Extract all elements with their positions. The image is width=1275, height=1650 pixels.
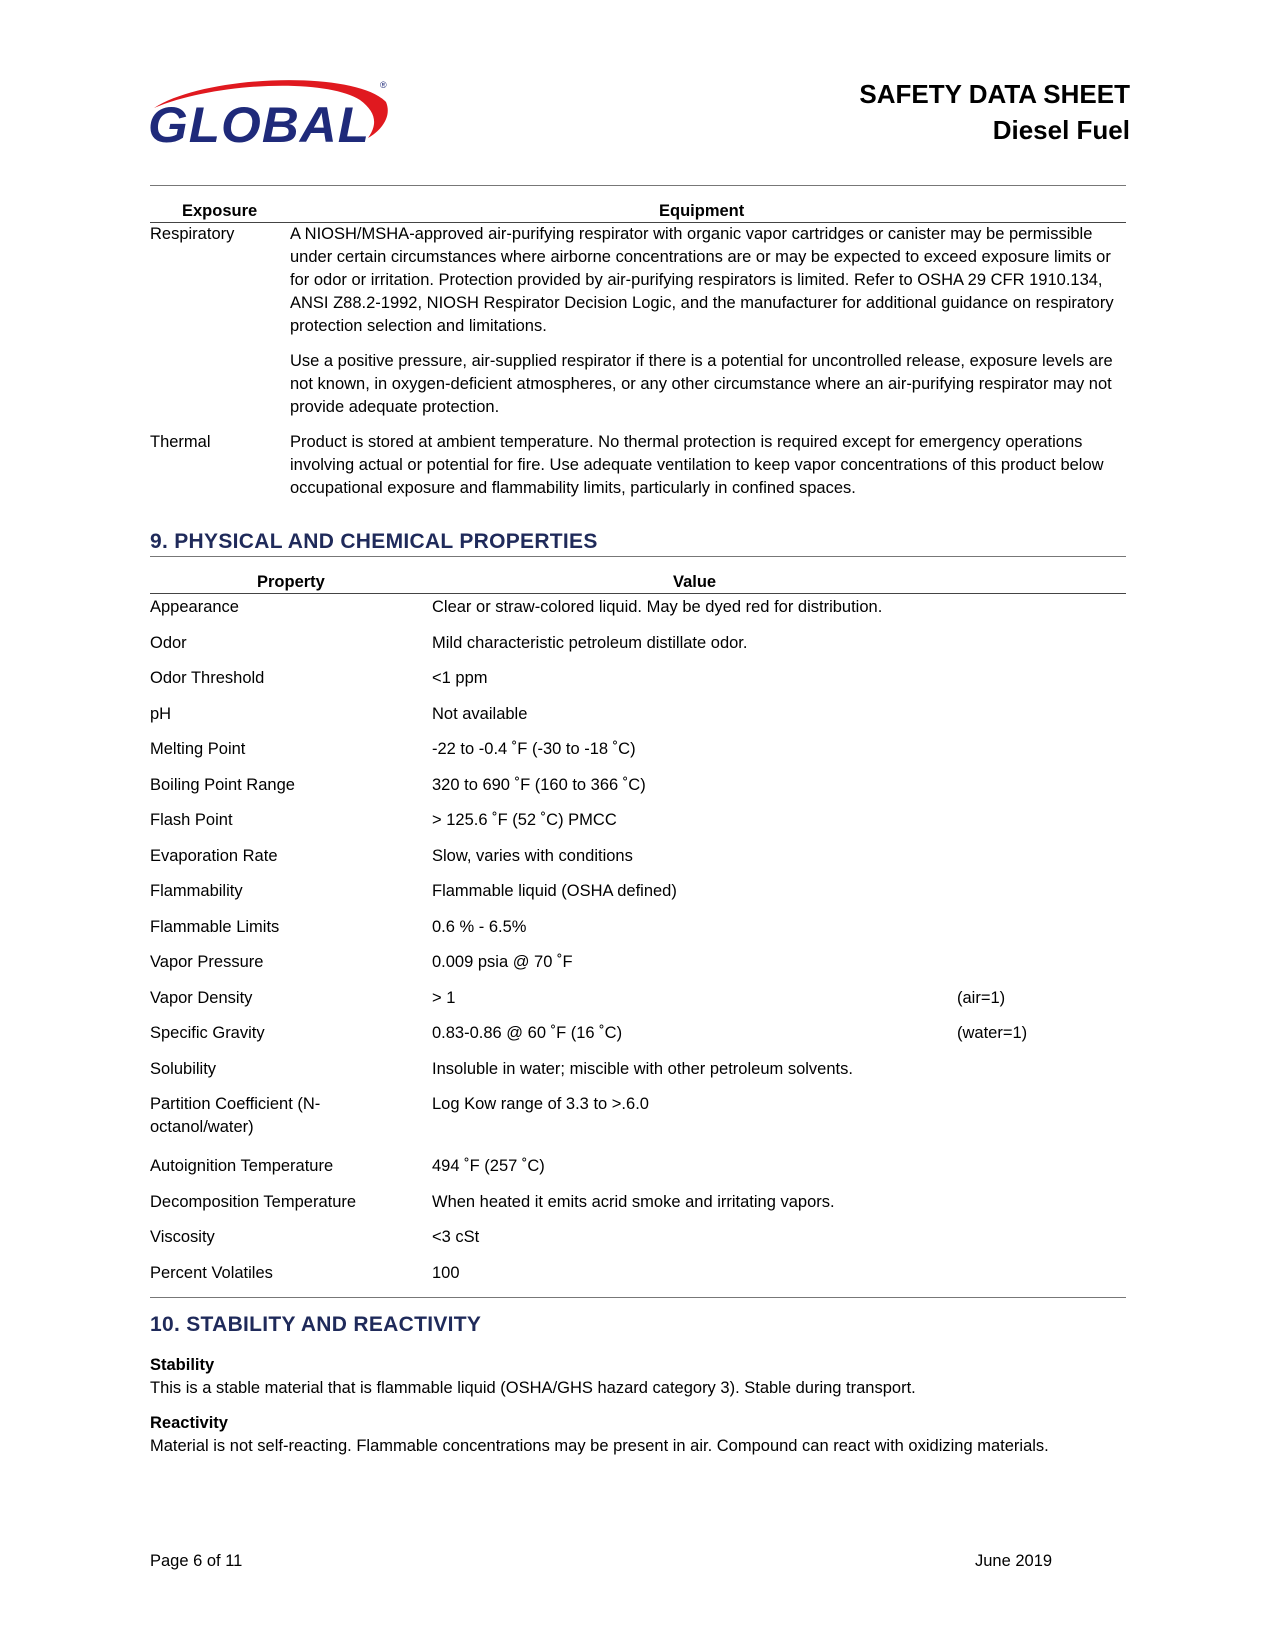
property-row (150, 1058, 1126, 1094)
property-name: Autoignition Temperature (150, 1157, 334, 1175)
property-row (150, 880, 1126, 916)
property-row (150, 632, 1126, 668)
property-name: Evaporation Rate (150, 846, 278, 865)
property-name: Decomposition Temperature (150, 1192, 357, 1211)
section-9-title: 9. PHYSICAL AND CHEMICAL PROPERTIES (150, 530, 598, 553)
property-value: > 1 (432, 988, 456, 1007)
property-row (150, 1226, 1126, 1262)
stability-block (150, 1354, 1126, 1400)
exposure-table-header (150, 200, 1126, 223)
property-row (150, 1155, 1126, 1191)
property-value: <1 ppm (432, 669, 488, 687)
property-name: Flammable Limits (150, 917, 280, 936)
property-value: 0.6 % - 6.5% (432, 917, 527, 936)
property-name: Flash Point (150, 811, 233, 829)
property-value: 100 (432, 1263, 460, 1282)
property-name: Vapor Density (150, 988, 253, 1007)
property-row (150, 809, 1126, 845)
property-row (150, 987, 1126, 1023)
property-value: 0.83-0.86 @ 60 ˚F (16 ˚C) (432, 1024, 623, 1042)
property-name: Percent Volatiles (150, 1263, 273, 1282)
document-subtitle: Diesel Fuel (992, 115, 1130, 145)
stability-heading: Stability (150, 1356, 215, 1374)
property-name: Flammability (150, 882, 243, 900)
section-10-title: 10. STABILITY AND REACTIVITY (150, 1313, 482, 1336)
property-value: Insoluble in water; miscible with other petroleum solvents. (432, 1059, 853, 1078)
property-row (150, 596, 1126, 632)
property-name: Odor Threshold (150, 669, 265, 687)
header-divider (150, 185, 1126, 186)
property-value: -22 to -0.4 ˚F (-30 to -18 ˚C) (432, 740, 636, 758)
exposure-text (290, 223, 1126, 419)
exposure-label: Respiratory (150, 225, 235, 243)
section-9-divider (150, 556, 1126, 557)
property-value: When heated it emits acrid smoke and irritating vapors. (432, 1192, 835, 1211)
property-value: <3 cSt (432, 1228, 480, 1246)
col-exposure-header: Exposure (182, 202, 258, 220)
exposure-row-respiratory (150, 223, 1126, 419)
property-value: > 125.6 ˚F (52 ˚C) PMCC (432, 811, 617, 829)
logo-registered-mark: ® (380, 80, 387, 90)
property-name: Odor (150, 633, 187, 652)
property-value: 494 ˚F (257 ˚C) (432, 1157, 545, 1175)
property-name: Partition Coefficient (N-octanol/water) (150, 1095, 321, 1136)
property-row (150, 845, 1126, 881)
property-row (150, 951, 1126, 987)
property-value: 0.009 psia @ 70 ˚F (432, 953, 573, 971)
reactivity-text: Material is not self-reacting. Flammable concentrations may be present in air. Compound can react with oxidizing materials. (150, 1437, 1049, 1455)
properties-table (150, 571, 1126, 1297)
document-title: SAFETY DATA SHEET (859, 79, 1130, 109)
property-name: Vapor Pressure (150, 953, 264, 971)
exposure-label: Thermal (150, 433, 211, 451)
col-equipment-header: Equipment (659, 202, 745, 220)
property-value: Not available (432, 704, 528, 723)
property-name: Melting Point (150, 740, 246, 758)
reactivity-block (150, 1412, 1126, 1458)
property-value: Flammable liquid (OSHA defined) (432, 882, 677, 900)
exposure-text (290, 431, 1126, 500)
property-name: Appearance (150, 598, 239, 616)
property-row (150, 774, 1126, 810)
col-property-header: Property (257, 573, 325, 591)
exposure-table (150, 200, 1126, 512)
property-row (150, 1262, 1126, 1298)
property-name: Specific Gravity (150, 1024, 265, 1042)
property-note: (water=1) (957, 1024, 1028, 1042)
footer-date: June 2019 (975, 1552, 1053, 1570)
document-title-block (859, 76, 1130, 148)
property-row (150, 1022, 1126, 1058)
properties-rows (150, 596, 1126, 1297)
stability-text: This is a stable material that is flammable liquid (OSHA/GHS hazard category 3). Stable during transport. (150, 1379, 916, 1397)
property-name: Boiling Point Range (150, 775, 295, 794)
col-value-header: Value (673, 573, 717, 591)
property-row (150, 703, 1126, 739)
logo-text: GLOBAL (148, 97, 370, 152)
property-row (150, 738, 1126, 774)
exposure-paragraph: A NIOSH/MSHA-approved air-purifying respirator with organic vapor cartridges or canister may be permissible under certain circumstances where airborne concentrations are or may be expected to exceed exposure limits or for odor or irritation. Protection provided by air-purifying respirators is limited. Refer to OSHA 29 CFR 1910.134, ANSI Z88.2-1992, NIOSH Respirator Decision Logic, and the manufacturer for additional guidance on respiratory protection selection and limitations. (290, 225, 1114, 335)
footer-page-number: Page 6 of 11 (150, 1552, 243, 1570)
exposure-paragraph: Product is stored at ambient temperature. No thermal protection is required except for emergency operations involving actual or potential for fire. Use adequate ventilation to keep vapor concentrations of this product below occupational exposure and flammability limits, particularly in confined spaces. (290, 433, 1104, 497)
exposure-paragraph: Use a positive pressure, air-supplied respirator if there is a potential for uncontrolled release, exposure levels are not known, in oxygen-deficient atmospheres, or any other circumstance where an air-purifying respirator may not provide adequate protection. (290, 352, 1113, 416)
section-9-end-divider (150, 1297, 1126, 1298)
property-note: (air=1) (957, 988, 1006, 1007)
property-value: 320 to 690 ˚F (160 to 366 ˚C) (432, 775, 646, 794)
property-value: Mild characteristic petroleum distillate odor. (432, 633, 748, 652)
property-row (150, 916, 1126, 952)
property-name: Viscosity (150, 1228, 215, 1246)
property-row (150, 667, 1126, 703)
exposure-row-thermal (150, 431, 1126, 500)
property-value: Log Kow range of 3.3 to >.6.0 (432, 1095, 649, 1113)
property-value: Slow, varies with conditions (432, 846, 633, 865)
property-name: Solubility (150, 1059, 217, 1078)
properties-table-header (150, 571, 1126, 594)
reactivity-heading: Reactivity (150, 1414, 228, 1432)
property-row (150, 1191, 1126, 1227)
property-value: Clear or straw-colored liquid. May be dyed red for distribution. (432, 598, 883, 616)
property-row (150, 1093, 1126, 1155)
property-name: pH (150, 704, 172, 723)
global-logo (146, 72, 396, 152)
